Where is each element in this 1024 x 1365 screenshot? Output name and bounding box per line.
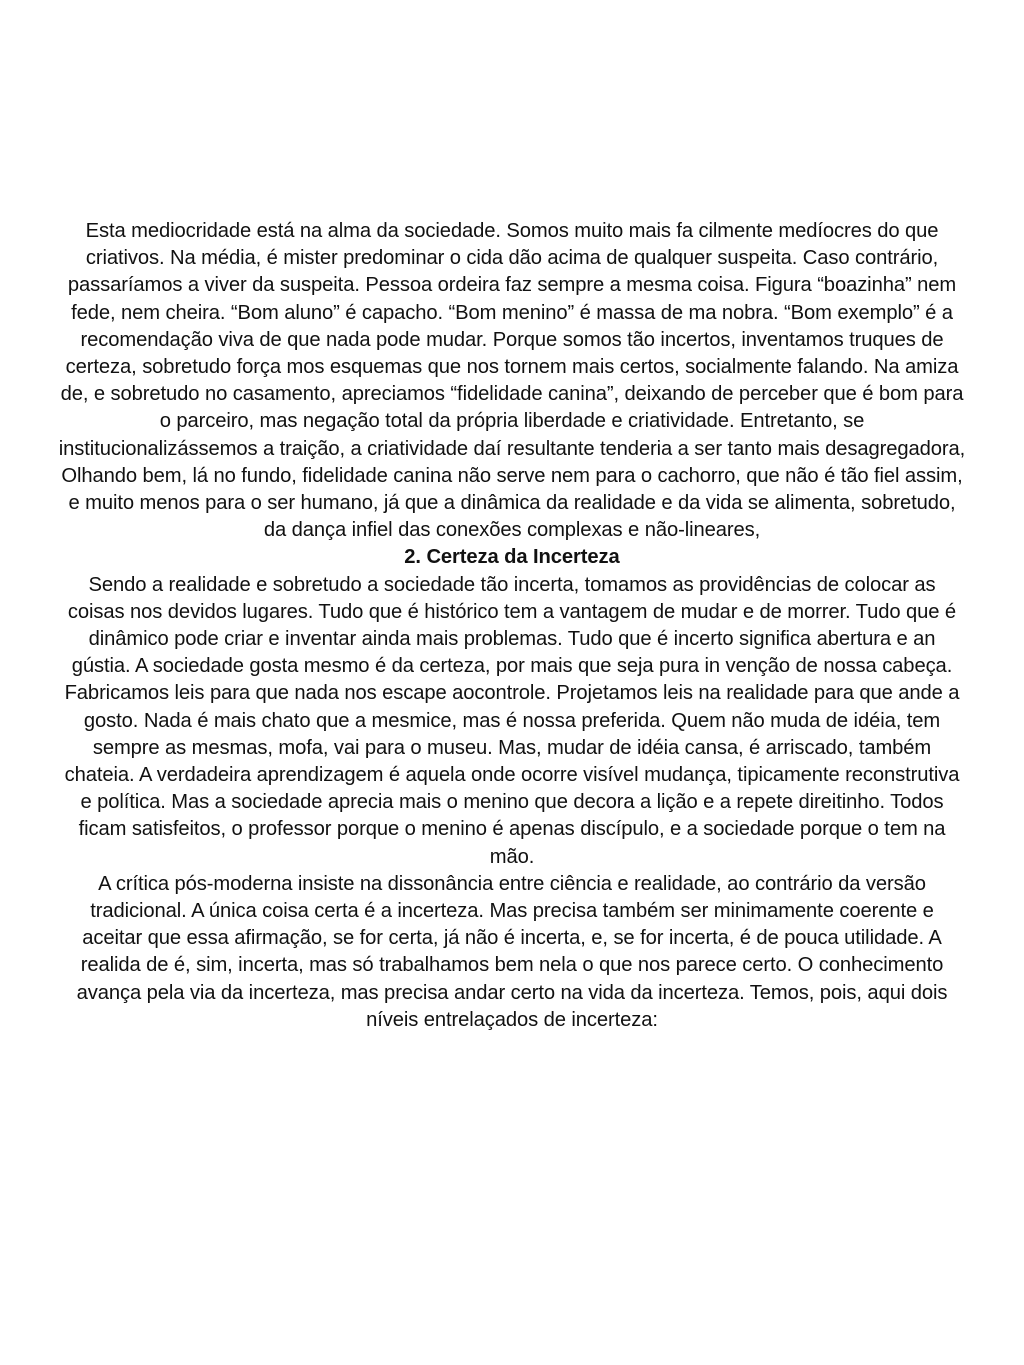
- document-text-block: [58, 218, 966, 1034]
- section-heading: 2. Certeza da Incerteza: [404, 546, 620, 569]
- paragraph-1: Esta mediocridade está na alma da sociedade. Somos muito mais fa cilmente medíocres do que criativos. Na média, é mister predominar o cida dão acima de qualquer suspeita. Caso contrário, passaríamos a viver da suspeita. Pessoa ordeira faz sempre a mesma coisa. Figura “boazinha” nem fede, nem cheira. “Bom aluno” é capacho. “Bom menino” é massa de ma nobra. “Bom exemplo” é a recomendação viva de que nada pode mudar. Porque somos tão incertos, inventamos truques de certeza, sobretudo força mos esquemas que nos tornem mais certos, socialmente falando. Na amiza de, e sobretudo no casamento, apreciamos “fidelidade canina”, deixando de perceber que é bom para o parceiro, mas negação total da própria liberdade e criatividade. Entretanto, se institucionalizássemos a traição, a criatividade daí resultante tenderia a ser tanto mais desagregadora, Olhando bem, lá no fundo, fidelidade canina não serve nem para o cachorro, que não é tão fiel assim, e muito menos para o ser humano, já que a dinâmica da realidade e da vida se alimenta, sobretudo, da dança infiel das conexões complexas e não-lineares,: [58, 220, 966, 542]
- paragraph-3: A crítica pós-moderna insiste na dissonância entre ciência e realidade, ao contrário da versão tradicional. A única coisa certa é a incerteza. Mas precisa também ser minimamente coerente e aceitar que essa afirmação, se for certa, já não é incerta, e, se for incerta, é de pouca utilidade. A realida de é, sim, incerta, mas só trabalhamos bem nela o que nos parece certo. O conhecimento avança pela via da incerteza, mas precisa andar certo na vida da incerteza. Temos, pois, aqui dois níveis entrelaçados de incerteza:: [76, 872, 948, 1031]
- paragraph-2: Sendo a realidade e sobretudo a sociedade tão incerta, tomamos as providências de colocar as coisas nos devidos lugares. Tudo que é histórico tem a vantagem de mudar e de morrer. Tudo que é dinâmico pode criar e inventar ainda mais problemas. Tudo que é incerto significa abertura e an gústia. A sociedade gosta mesmo é da certeza, por mais que seja pura in venção de nossa cabeça. Fabricamos leis para que nada nos escape aocontrole. Projetamos leis na realidade para que ande a gosto. Nada é mais chato que a mesmice, mas é nossa preferida. Quem não muda de idéia, tem sempre as mesmas, mofa, vai para o museu. Mas, mudar de idéia cansa, é arriscado, também chateia. A verdadeira aprendizagem é aquela onde ocorre visível mudança, tipicamente reconstrutiva e política. Mas a sociedade aprecia mais o menino que decora a lição e a repete direitinho. Todos ficam satisfeitos, o professor porque o menino é apenas discípulo, e a sociedade porque o tem na mão.: [64, 573, 960, 868]
